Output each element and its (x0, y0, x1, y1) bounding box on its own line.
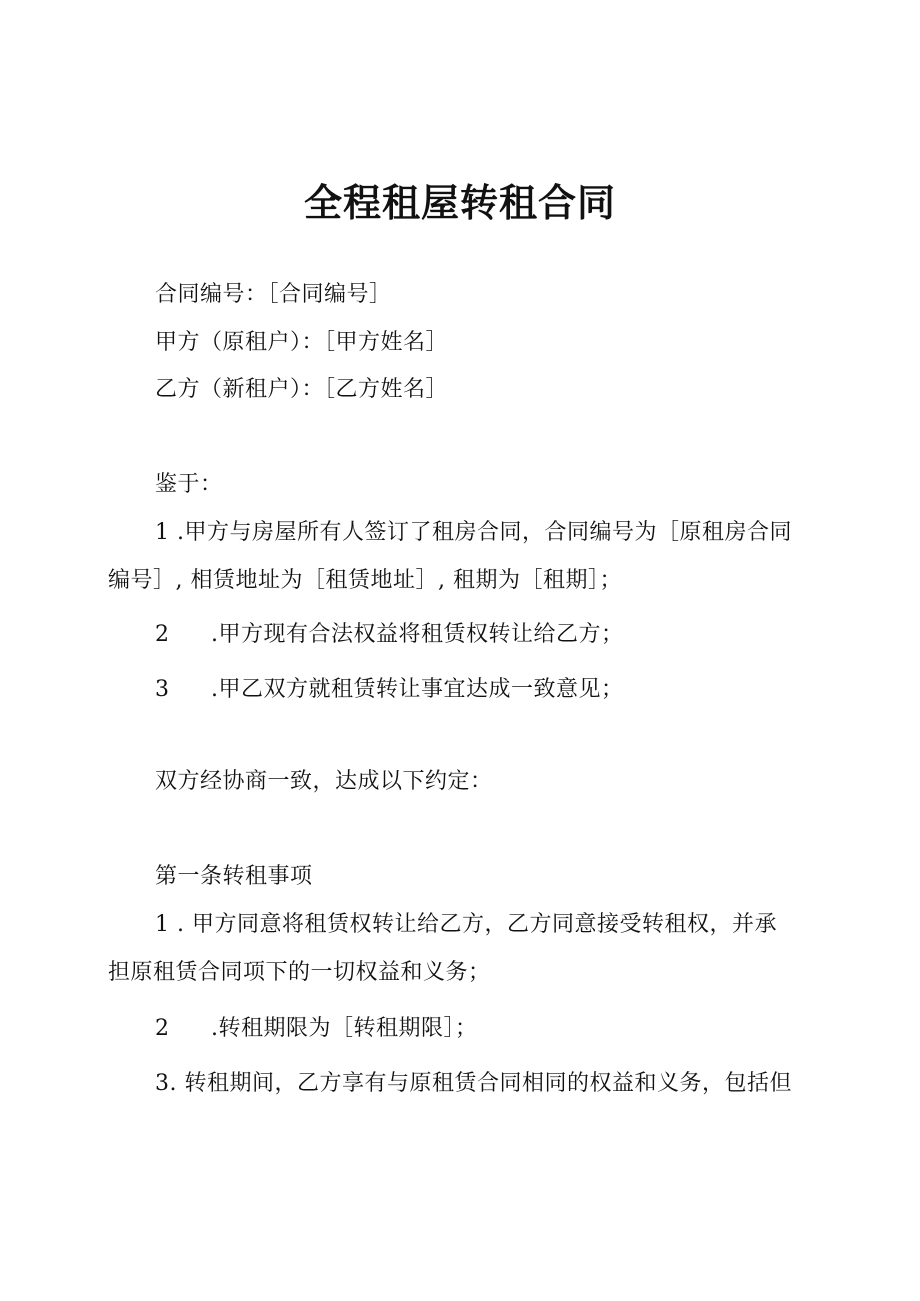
whereas-heading: 鉴于： (155, 472, 223, 497)
article-1-item-3-line-1: 3. 转租期间，乙方享有与原租赁合同相同的权益和义务，包括但 (155, 1071, 792, 1096)
whereas-item-2-number: 2 (155, 622, 170, 647)
party-b-line: 乙方（新租户）：［乙方姓名］ (155, 377, 449, 402)
article-1-item-1-line-1: 1 . 甲方同意将租赁权转让给乙方，乙方同意接受转租权，并承 (155, 912, 777, 937)
article-1-item-2-number: 2 (155, 1016, 170, 1041)
article-1-item-1-line-2: 担原租赁合同项下的一切权益和义务； (108, 960, 491, 985)
article-1-item-2 (155, 1014, 478, 1044)
whereas-item-2-text: .甲方现有合法权益将租赁权转让给乙方； (211, 622, 624, 647)
whereas-item-3 (155, 675, 624, 705)
whereas-item-1-line-2: 编号］, 相赁地址为［租赁地址］, 租期为［租期］； (108, 568, 622, 593)
whereas-item-3-number: 3 (155, 677, 170, 702)
whereas-item-3-text: .甲乙双方就租赁转让事宜达成一致意见； (211, 677, 624, 702)
contract-number-line: 合同编号：［合同编号］ (155, 282, 392, 307)
document-title: 全程租屋转租合同 (303, 181, 616, 225)
article-1-heading: 第一条转租事项 (155, 864, 313, 889)
article-1-item-2-text: .转租期限为［转租期限］； (211, 1016, 478, 1041)
party-a-line: 甲方（原租户）：［甲方姓名］ (155, 330, 449, 355)
whereas-item-1-line-1: 1 .甲方与房屋所有人签订了租房合同，合同编号为［原租房合同 (155, 520, 792, 545)
agreement-intro: 双方经协商一致，达成以下约定： (155, 769, 493, 794)
whereas-item-2 (155, 620, 624, 650)
